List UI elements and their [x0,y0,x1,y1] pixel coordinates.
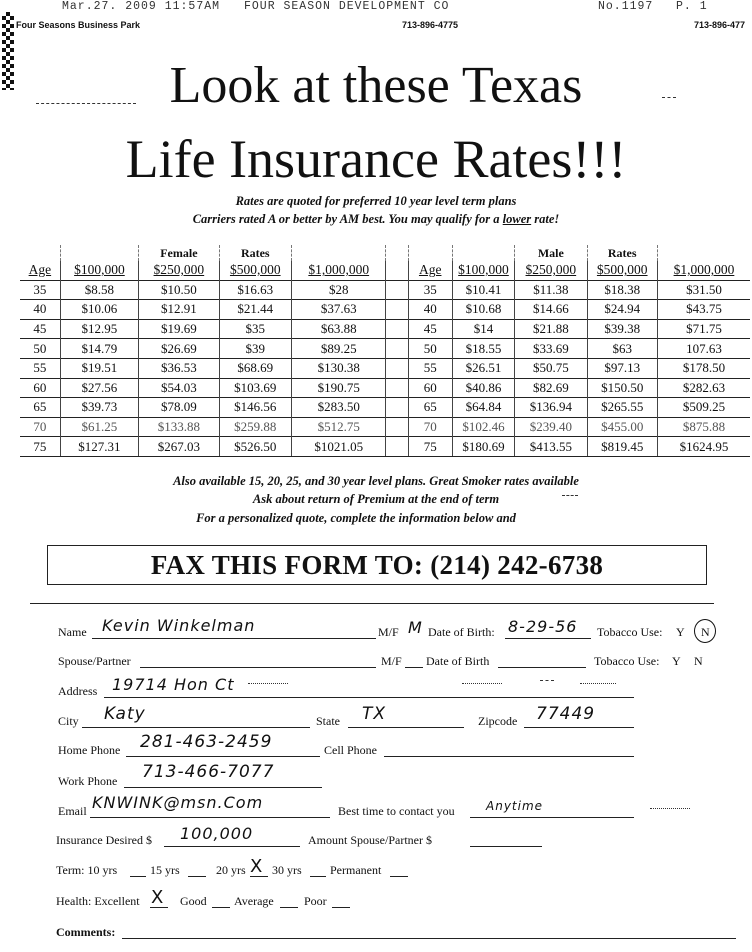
headline-dash-right [662,97,676,98]
zip-value[interactable]: 77449 [536,704,596,724]
female-cell-100k: $19.51 [60,358,138,378]
female-cell-250k: $133.88 [139,417,219,437]
address-faint-2 [462,683,502,684]
dob-value[interactable]: 8-29-56 [508,617,578,636]
state-label: State [316,714,340,728]
male-cell-250k: $33.69 [515,339,587,359]
subheading-line1: Rates are quoted for preferred 10 year level term plans [235,194,517,208]
amount-spouse-label: Amount Spouse/Partner $ [308,833,432,847]
table-gap-cell [386,339,408,359]
male-cell-100k: $10.41 [452,280,514,300]
address-faint-4 [580,683,616,684]
table-gap-cell [386,378,408,398]
female-cell-age: 45 [20,319,60,339]
tobacco-n-circle [694,619,716,643]
insurance-line [164,846,300,847]
tobacco-n[interactable]: N [701,625,710,639]
female-cell-250k: $26.69 [139,339,219,359]
best-time-label: Best time to contact you [338,804,455,818]
term-30-line[interactable] [310,876,326,877]
table-row [20,378,750,398]
state-value[interactable]: TX [362,704,387,724]
name-line [92,638,376,639]
email-line [90,817,330,818]
table-gap-cell [386,319,408,339]
male-cell-250k: $136.94 [515,398,587,418]
spouse-line [140,667,376,668]
col-100k-female: $100,000 [60,261,138,280]
male-cell-100k: $26.51 [452,358,514,378]
female-cell-age: 75 [20,437,60,457]
male-cell-100k: $14 [452,319,514,339]
health-poor-label: Poor [304,894,327,908]
female-cell-250k: $12.91 [139,300,219,320]
table-row [20,417,750,437]
sender-name: Four Seasons Business Park [16,20,141,30]
spouse-mf-line [405,667,423,668]
female-cell-500k: $39 [219,339,291,359]
fax-form-banner: FAX THIS FORM TO: (214) 242-6738 [47,545,707,585]
male-cell-age: 70 [408,417,452,437]
male-cell-age: 40 [408,300,452,320]
mf-value[interactable]: M [408,618,423,637]
fax-page: P. 1 [676,0,708,13]
term-20-label: 20 yrs [216,863,246,877]
male-cell-100k: $40.86 [452,378,514,398]
female-cell-100k: $61.25 [60,417,138,437]
col-500k-male: $500,000 [587,261,657,280]
female-cell-500k: $526.50 [219,437,291,457]
female-cell-age: 70 [20,417,60,437]
subheading-line2-pre: Carriers rated A or better by AM best. You may qualify for a [192,212,503,226]
city-label: City [58,714,79,728]
address-label: Address [58,684,98,698]
insurance-value[interactable]: 100,000 [180,824,254,843]
female-cell-500k: $35 [219,319,291,339]
female-cell-100k: $12.95 [60,319,138,339]
email-value[interactable]: KNWINK@msn.Com [92,793,264,812]
spouse-dob-label: Date of Birth [426,654,490,668]
term-15-label: 15 yrs [150,863,180,877]
col-age-female: Age [28,262,52,278]
female-cell-500k: $103.69 [219,378,291,398]
address-line [104,697,634,698]
work-phone-value[interactable]: 713-466-7077 [142,762,275,782]
female-cell-100k: $14.79 [60,339,138,359]
female-cell-250k: $54.03 [139,378,219,398]
female-cell-250k: $10.50 [139,280,219,300]
male-cell-age: 35 [408,280,452,300]
male-cell-100k: $10.68 [452,300,514,320]
fax-number: No.1197 [598,0,654,13]
female-cell-500k: $21.44 [219,300,291,320]
male-cell-1m: $509.25 [657,398,750,418]
female-cell-1m: $37.63 [291,300,386,320]
subheading-line2 [0,212,752,227]
male-cell-1m: $31.50 [657,280,750,300]
table-gap-cell [386,417,408,437]
female-cell-250k: $36.53 [139,358,219,378]
spouse-tobacco-n[interactable]: N [694,654,703,668]
fax-datetime: Mar.27. 2009 11:57AM [62,0,221,13]
male-cell-500k: $97.13 [587,358,657,378]
male-cell-250k: $11.38 [515,280,587,300]
subheading-line2-post: rate! [531,212,560,226]
rates-table [20,245,750,457]
male-cell-500k: $39.38 [587,319,657,339]
female-cell-250k: $19.69 [139,319,219,339]
col-250k-male: $250,000 [515,261,587,280]
name-label: Name [58,625,87,639]
male-cell-500k: $18.38 [587,280,657,300]
male-cell-1m: $875.88 [657,417,750,437]
amount-spouse-line [470,846,542,847]
name-value[interactable]: Kevin Winkelman [102,616,256,635]
female-cell-100k: $27.56 [60,378,138,398]
female-cell-age: 35 [20,280,60,300]
headline-line2: Life Insurance Rates!!! [125,129,627,189]
female-cell-1m: $283.50 [291,398,386,418]
table-row [20,437,750,457]
zip-label: Zipcode [478,714,518,728]
male-cell-100k: $64.84 [452,398,514,418]
male-cell-250k: $82.69 [515,378,587,398]
col-100k-male: $100,000 [452,261,514,280]
male-label: Male [515,245,587,261]
male-cell-500k: $63 [587,339,657,359]
term-permanent-line[interactable] [390,876,408,877]
home-phone-label: Home Phone [58,743,121,757]
male-cell-500k: $455.00 [587,417,657,437]
male-cell-age: 55 [408,358,452,378]
dob-label: Date of Birth: [428,625,495,639]
best-time-value[interactable]: Anytime [486,799,544,813]
table-row [20,358,750,378]
female-cell-1m: $28 [291,280,386,300]
spouse-mf-label: M/F [381,654,402,668]
col-age-male: Age [408,261,452,280]
availability-dash [562,495,578,496]
male-cell-1m: 107.63 [657,339,750,359]
rate-rows [20,280,750,456]
term-10-line[interactable] [130,876,146,877]
female-label: Female [139,245,219,261]
female-cell-500k: $68.69 [219,358,291,378]
male-cell-100k: $180.69 [452,437,514,457]
dob-line [505,638,591,639]
spouse-label: Spouse/Partner [58,654,131,668]
female-cell-age: 60 [20,378,60,398]
male-cell-500k: $150.50 [587,378,657,398]
term-15-line[interactable] [188,876,206,877]
health-average-line[interactable] [280,907,298,908]
female-cell-1m: $63.88 [291,319,386,339]
col-1m-male: $1,000,000 [657,261,750,280]
health-average-label: Average [234,894,274,908]
table-row [20,300,750,320]
spouse-tobacco-y[interactable]: Y [672,654,681,668]
form-top-rule [30,603,714,604]
sender-phone-right: 713-896-477 [694,20,746,30]
male-cell-1m: $178.50 [657,358,750,378]
female-cell-age: 40 [20,300,60,320]
tobacco-y[interactable]: Y [676,625,685,639]
fax-company: FOUR SEASON DEVELOPMENT CO [244,0,450,13]
state-line [348,727,464,728]
female-cell-100k: $8.58 [60,280,138,300]
male-cell-age: 50 [408,339,452,359]
table-row [20,398,750,418]
table-gap-cell [386,398,408,418]
female-cell-age: 55 [20,358,60,378]
female-cell-100k: $10.06 [60,300,138,320]
male-cell-1m: $71.75 [657,319,750,339]
table-row [20,339,750,359]
male-cell-250k: $50.75 [515,358,587,378]
health-good-line[interactable] [212,907,230,908]
table-row [20,319,750,339]
col-500k-female: $500,000 [219,261,291,280]
spouse-dob-line [498,667,586,668]
female-rates-label: Rates [219,245,291,261]
male-cell-age: 45 [408,319,452,339]
table-column-headers [20,261,750,280]
best-time-faint [650,808,690,809]
female-cell-1m: $1021.05 [291,437,386,457]
male-cell-age: 60 [408,378,452,398]
headline-dash-left [36,103,136,104]
male-cell-age: 75 [408,437,452,457]
health-excellent-mark[interactable]: X [151,887,165,908]
work-phone-line [124,787,322,788]
cell-phone-label: Cell Phone [324,743,377,757]
table-gap-cell [386,300,408,320]
availability-line1: Also available 15, 20, 25, and 30 year level plans. Great Smoker rates available [173,474,579,488]
female-cell-500k: $16.63 [219,280,291,300]
male-cell-500k: $265.55 [587,398,657,418]
female-cell-1m: $190.75 [291,378,386,398]
male-cell-100k: $102.46 [452,417,514,437]
zip-line [524,727,634,728]
table-row [20,280,750,300]
insurance-label: Insurance Desired $ [56,833,152,847]
table-gap-cell [386,358,408,378]
table-gap-cell [386,437,408,457]
address-faint-3 [540,680,554,681]
term-label: Term: 10 yrs [56,863,118,877]
cell-phone-line [384,756,634,757]
spouse-tobacco-label: Tobacco Use: [594,654,660,668]
headline-line1: Look at these Texas [169,57,583,114]
home-phone-value[interactable]: 281-463-2459 [140,732,273,752]
female-cell-age: 50 [20,339,60,359]
female-cell-500k: $146.56 [219,398,291,418]
work-phone-label: Work Phone [58,774,118,788]
col-250k-female: $250,000 [139,261,219,280]
male-cell-250k: $14.66 [515,300,587,320]
male-cell-500k: $819.45 [587,437,657,457]
female-cell-100k: $127.31 [60,437,138,457]
female-cell-250k: $78.09 [139,398,219,418]
term-30-label: 30 yrs [272,863,302,877]
mf-label: M/F [378,625,399,639]
city-line [82,727,310,728]
address-value[interactable]: 19714 Hon Ct [112,675,235,694]
male-cell-100k: $18.55 [452,339,514,359]
health-label: Health: Excellent [56,894,140,908]
female-cell-1m: $130.38 [291,358,386,378]
col-1m-female: $1,000,000 [291,261,386,280]
best-time-line [470,817,634,818]
male-cell-250k: $239.40 [515,417,587,437]
female-cell-age: 65 [20,398,60,418]
female-cell-1m: $512.75 [291,417,386,437]
availability-line2: Ask about return of Premium at the end of term [252,492,500,506]
male-cell-1m: $1624.95 [657,437,750,457]
male-cell-1m: $282.63 [657,378,750,398]
health-poor-line[interactable] [332,907,350,908]
male-cell-500k: $24.94 [587,300,657,320]
city-value[interactable]: Katy [104,704,146,724]
address-faint-1 [248,683,288,684]
subheading-lower: lower [502,212,532,226]
comments-line[interactable] [122,938,736,939]
health-good-label: Good [180,894,207,908]
home-phone-line [126,756,320,757]
term-permanent-label: Permanent [330,863,382,877]
female-cell-500k: $259.88 [219,417,291,437]
tobacco-label: Tobacco Use: [597,625,663,639]
male-rates-label: Rates [587,245,657,261]
availability-line3: For a personalized quote, complete the information below and [196,511,516,525]
male-cell-250k: $413.55 [515,437,587,457]
male-cell-age: 65 [408,398,452,418]
male-cell-250k: $21.88 [515,319,587,339]
comments-label: Comments: [56,925,116,939]
female-cell-250k: $267.03 [139,437,219,457]
term-20-mark[interactable]: X [250,856,264,877]
email-label: Email [58,804,87,818]
male-cell-1m: $43.75 [657,300,750,320]
female-cell-1m: $89.25 [291,339,386,359]
table-gap-cell [386,280,408,300]
sender-phone: 713-896-4775 [402,20,459,30]
table-label-row [20,245,750,261]
female-cell-100k: $39.73 [60,398,138,418]
